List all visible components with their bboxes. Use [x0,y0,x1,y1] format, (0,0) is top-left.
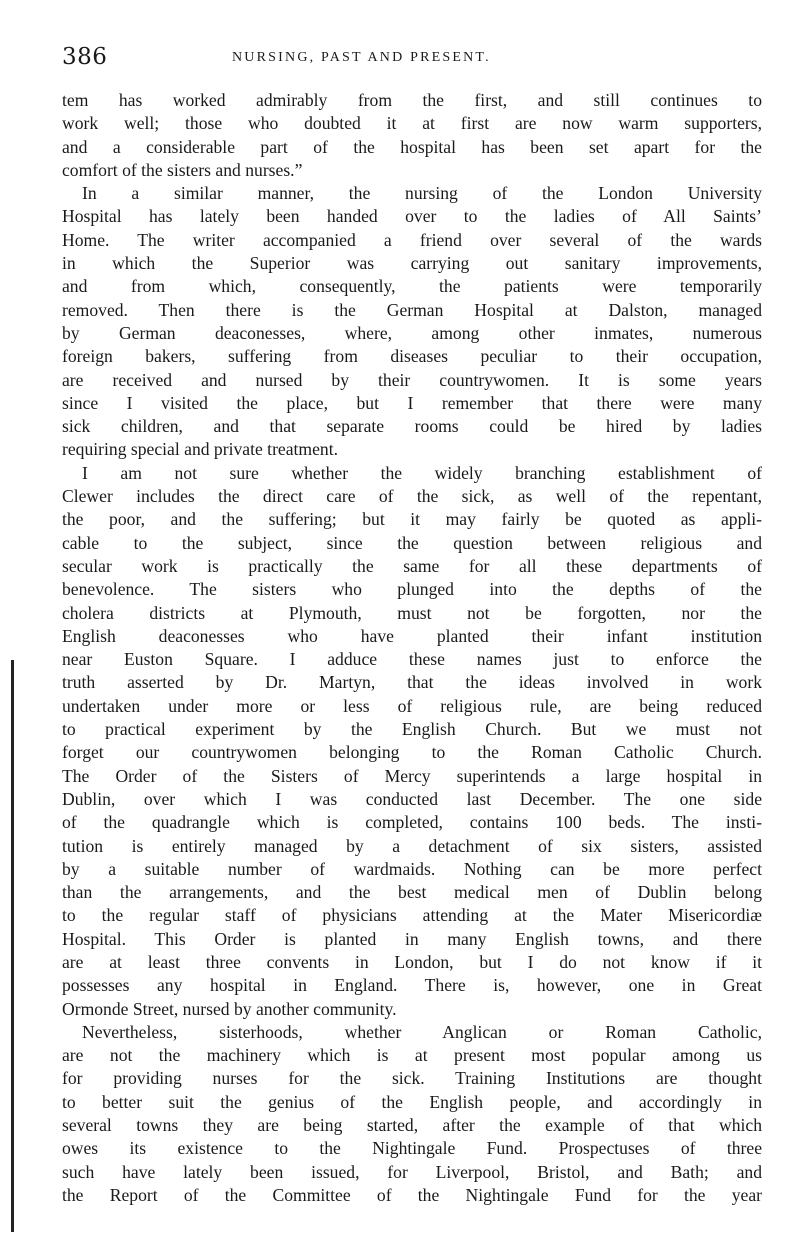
text-line: undertaken under more or less of religious rule, are being reduced [62,695,762,716]
text-line: than the arrangements, and the best medical men of Dublin belong [62,882,762,903]
text-line: foreign bakers, suffering from diseases peculiar to their occupation, [62,346,762,367]
text-line: truth asserted by Dr. Martyn, that the ideas involved in work [62,672,762,693]
text-line: are at least three convents in London, but I do not know if it [62,951,762,972]
text-line: and a considerable part of the hospital has been set apart for the [62,136,762,157]
text-line: Hospital has lately been handed over to the ladies of All Saints’ [62,206,762,227]
text-line: to the regular staff of physicians attending at the Mater Misericordiæ [62,905,762,926]
text-line: Hospital. This Order is planted in many English towns, and there [62,928,762,949]
text-line: Ormonde Street, nursed by another community. [62,998,397,1019]
text-line: tem has worked admirably from the first, and still continues to [62,90,762,110]
text-line: work well; those who doubted it at first are now warm supporters, [62,113,762,134]
text-line: The Order of the Sisters of Mercy superintends a large hospital in [62,765,762,786]
text-line: in which the Superior was carrying out sanitary improvements, [62,253,762,274]
text-line: to practical experiment by the English Church. But we must not [62,719,762,740]
text-line: possesses any hospital in England. There is, however, one in Great [62,975,762,996]
text-line: are not the machinery which is at present most popular among us [62,1045,762,1066]
text-line: removed. Then there is the German Hospital at Dalston, managed [62,299,762,320]
text-line: since I visited the place, but I remember that there were many [62,392,762,413]
text-line: benevolence. The sisters who plunged into the depths of the [62,579,762,600]
page-header [62,44,762,74]
text-line: Clewer includes the direct care of the sick, as well of the repentant, [62,486,762,507]
margin-rule [11,660,14,1232]
text-line: Dublin, over which I was conducted last December. The one side [62,788,762,809]
text-line: by a suitable number of wardmaids. Nothing can be more perfect [62,858,762,879]
text-line: secular work is practically the same for all these departments of [62,555,762,576]
text-line: owes its existence to the Nightingale Fund. Prospectuses of three [62,1138,762,1159]
text-line: near Euston Square. I adduce these names just to enforce the [62,649,762,670]
text-line: English deaconesses who have planted their infant institution [62,625,762,646]
text-line: Home. The writer accompanied a friend over several of the wards [62,229,762,250]
body-text [62,89,762,1207]
text-line: to better suit the genius of the English people, and accordingly in [62,1091,762,1112]
paragraph-first-line: I am not sure whether the widely branching establishment of [82,462,762,483]
text-line: of the quadrangle which is completed, contains 100 beds. The insti- [62,812,762,833]
text-line: the poor, and the suffering; but it may fairly be quoted as appli- [62,509,762,530]
text-line: are received and nursed by their countrywomen. It is some years [62,369,762,390]
text-line: forget our countrywomen belonging to the Roman Catholic Church. [62,742,762,763]
text-line: comfort of the sisters and nurses.” [62,159,303,180]
text-line: cable to the subject, since the question between religious and [62,532,762,553]
text-line: and from which, consequently, the patients were temporarily [62,276,762,297]
text-line: by German deaconesses, where, among other inmates, numerous [62,322,762,343]
text-line: for providing nurses for the sick. Training Institutions are thought [62,1068,762,1089]
page-number: 386 [62,44,108,70]
paragraph-first-line: Nevertheless, sisterhoods, whether Anglican or Roman Catholic, [82,1021,762,1042]
paragraph-first-line: In a similar manner, the nursing of the London University [82,183,762,204]
text-line: several towns they are being started, after the example of that which [62,1115,762,1136]
text-line: such have lately been issued, for Liverpool, Bristol, and Bath; and [62,1161,762,1182]
text-line: cholera districts at Plymouth, must not be forgotten, nor the [62,602,762,623]
text-line: the Report of the Committee of the Nightingale Fund for the year [62,1184,762,1205]
text-line: tution is entirely managed by a detachment of six sisters, assisted [62,835,762,856]
text-line: sick children, and that separate rooms could be hired by ladies [62,416,762,437]
text-line: requiring special and private treatment. [62,439,339,460]
running-head: NURSING, PAST AND PRESENT. [232,50,491,65]
